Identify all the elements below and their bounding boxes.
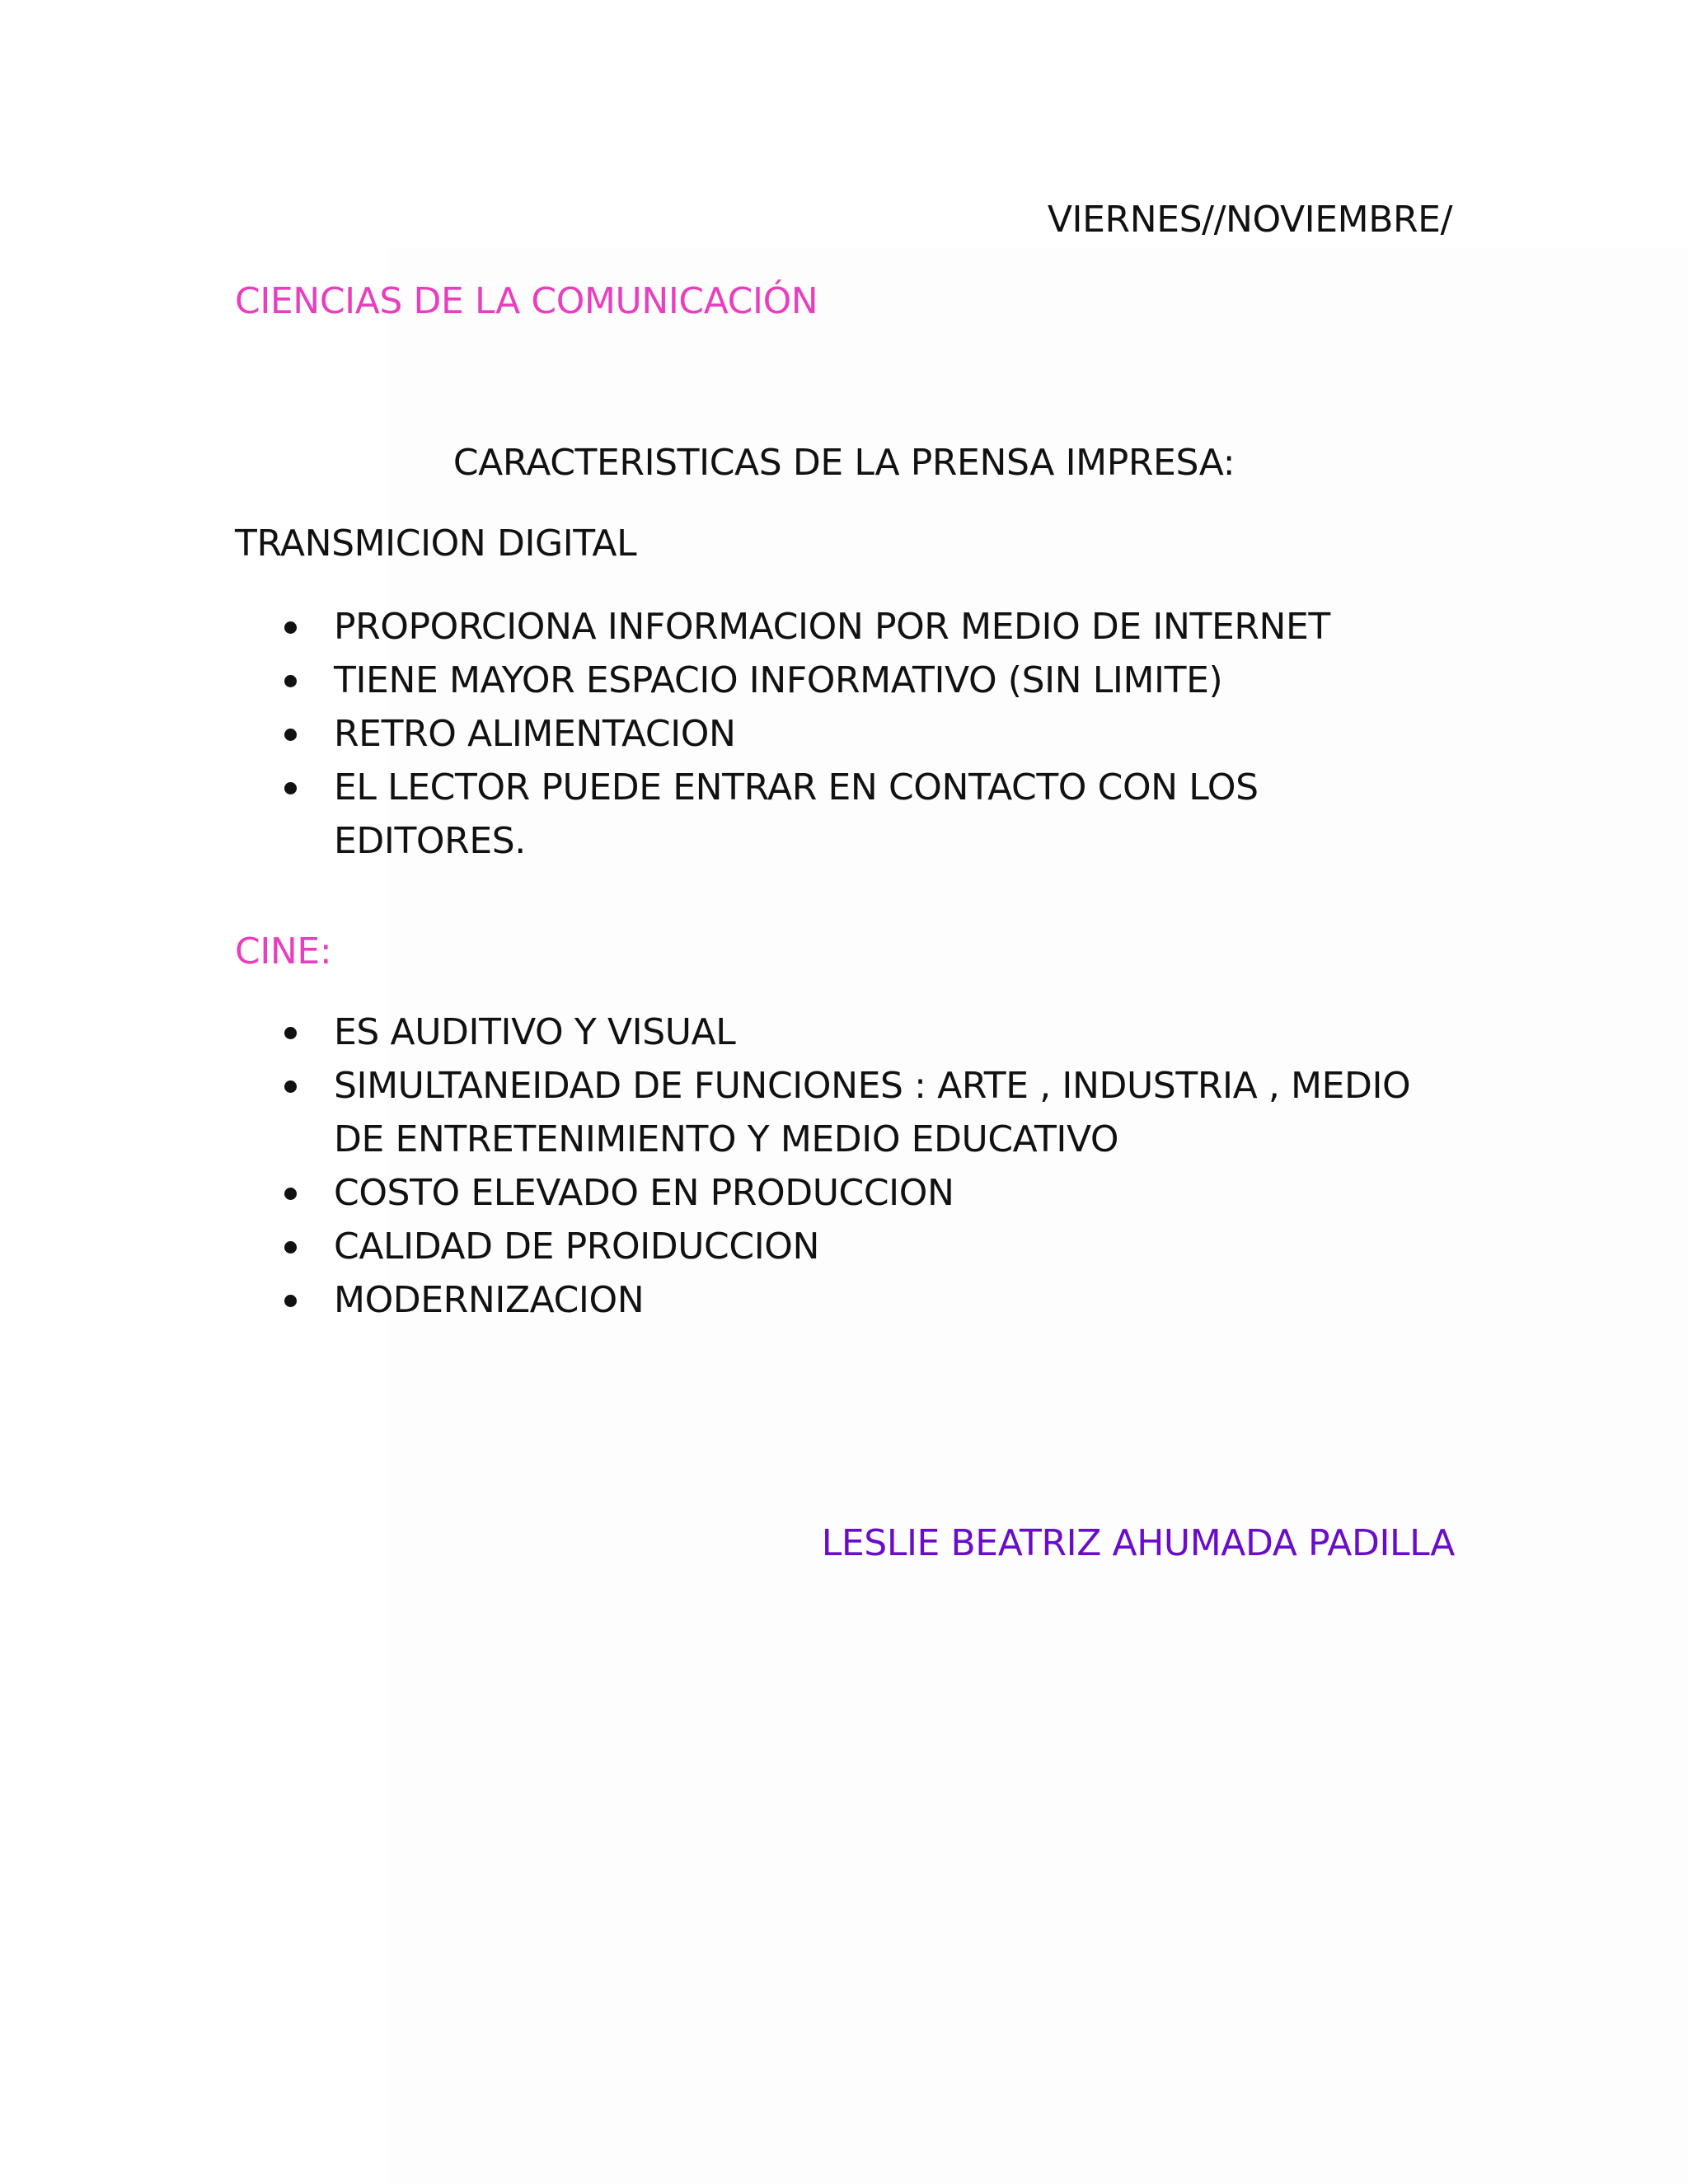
list-item [284, 1273, 1455, 1327]
bullet-icon [284, 621, 297, 634]
date-line: VIERNES//NOVIEMBRE/ [1047, 199, 1452, 241]
document-heading: CARACTERISTICAS DE LA PRENSA IMPRESA: [452, 442, 1236, 484]
list-item-text: MODERNIZACION [334, 1279, 645, 1321]
list-item [284, 761, 1455, 868]
bullet-icon [284, 1295, 297, 1307]
bullet-icon [284, 675, 297, 687]
list-item-text: PROPORCIONA INFORMACION POR MEDIO DE INTERNET [334, 606, 1330, 648]
digital-section-title: TRANSMICION DIGITAL [235, 523, 637, 565]
list-item-text: TIENE MAYOR ESPACIO INFORMATIVO (SIN LIMITE) [334, 659, 1223, 701]
list-item [284, 1005, 1455, 1059]
author-signature: LESLIE BEATRIZ AHUMADA PADILLA [821, 1522, 1455, 1564]
list-item-text: ES AUDITIVO Y VISUAL [334, 1011, 736, 1053]
bullet-icon [284, 782, 297, 794]
cine-features-list [284, 1005, 1455, 1327]
digital-features-list [284, 600, 1455, 868]
subject-title: CIENCIAS DE LA COMUNICACIÓN [235, 280, 818, 322]
list-item-text: CALIDAD DE PROIDUCCION [334, 1226, 820, 1268]
cine-section-title: CINE: [235, 930, 332, 972]
list-item-text-continuation: DE ENTRETENIMIENTO Y MEDIO EDUCATIVO [334, 1118, 1119, 1160]
list-item-text: COSTO ELEVADO EN PRODUCCION [334, 1172, 954, 1214]
bullet-icon [284, 729, 297, 741]
list-item [284, 1220, 1455, 1273]
list-item-text: EL LECTOR PUEDE ENTRAR EN CONTACTO CON LOS EDITORES. [334, 766, 1259, 862]
list-item [284, 600, 1455, 654]
bullet-icon [284, 1188, 297, 1200]
list-item [284, 1059, 1455, 1166]
bullet-icon [284, 1241, 297, 1254]
bullet-icon [284, 1027, 297, 1039]
list-item [284, 654, 1455, 707]
list-item-text: SIMULTANEIDAD DE FUNCIONES : ARTE , INDUSTRIA , MEDIO [334, 1065, 1411, 1107]
bullet-icon [284, 1080, 297, 1093]
list-item-text: RETRO ALIMENTACION [334, 713, 736, 755]
list-item [284, 1166, 1455, 1220]
list-item [284, 707, 1455, 761]
